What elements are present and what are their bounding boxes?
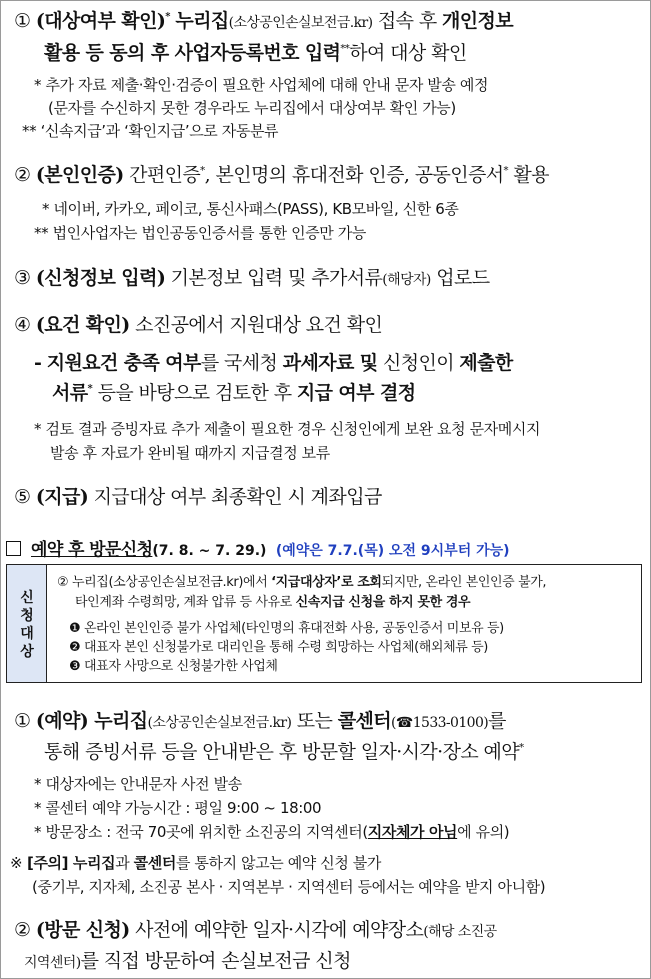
step5-line1 (14, 482, 382, 509)
target-box (6, 564, 642, 683)
warning-label: [주의] (22, 854, 73, 872)
warning-text-c: 과 (115, 854, 134, 872)
step4-detail-line1 (34, 348, 513, 375)
step1-title: (대상여부 확인) (35, 10, 166, 32)
step2-text2-sup: * (503, 165, 508, 177)
step3-number: ③ (14, 267, 31, 289)
target-item (69, 655, 278, 674)
step4-detail8: 지급 여부 결정 (296, 382, 416, 404)
target-item-number: ❷ (69, 640, 81, 655)
target-box-l1a: ② 누리집(소상공인손실보전금.kr)에서 (57, 575, 272, 590)
step4-title: (요건 확인) (35, 314, 130, 336)
step2-text2: , 본인명의 휴대전화 인증, 공동인증서 (204, 164, 504, 186)
step4-detail3: 과세자료 및 (282, 352, 378, 374)
step4-detail4: 신청인이 (377, 352, 460, 374)
rstep2-text2-sub: 지역센터) (24, 955, 81, 971)
target-label-char4: 상 (20, 644, 34, 660)
step2-line1 (14, 160, 549, 187)
rstep2-line1 (14, 915, 497, 942)
rstep2-line2 (24, 946, 351, 973)
warning-callcenter: 콜센터 (133, 854, 176, 872)
rstep1-note2: * 콜센터 예약 가능시간 : 평일 9:00 ~ 18:00 (34, 799, 322, 817)
target-box-l1c: 되지만, 온라인 본인인증 불가, (381, 575, 547, 590)
step5-text1: 지급대상 여부 최종확인 시 계좌입금 (88, 486, 382, 508)
step4-note1b: 발송 후 자료가 완비될 때까지 지급결정 보류 (50, 444, 330, 462)
section-title: 예약 후 방문신청 (31, 540, 153, 560)
warning-line2: (중기부, 지자체, 소진공 본사 · 지역본부 · 지역센터 등에서는 예약을 받지 아니함) (32, 878, 546, 896)
step1-site: 누리집 (175, 10, 229, 32)
rstep2-text2: 를 직접 방문하여 손실보전금 신청 (80, 950, 351, 972)
rstep1-line1 (14, 706, 506, 733)
rstep2-title: (방문 신청) (35, 919, 130, 941)
step5-title: (지급) (35, 486, 89, 508)
target-item-number: ❶ (69, 621, 81, 636)
rstep1-note3b: 지자체가 아님 (367, 823, 458, 841)
target-item-text: 온라인 본인인증 불가 사업체(타인명의 휴대전화 사용, 공동인증서 미보유 등) (84, 621, 504, 636)
step5-number: ⑤ (14, 486, 31, 508)
section-checkbox-icon (6, 541, 21, 556)
rstep1-text3: 를 (488, 710, 506, 732)
rstep1-text4: 통해 증빙서류 등을 안내받은 후 방문할 일자·시각·장소 예약 (44, 741, 520, 763)
rstep1-site: 누리집 (88, 710, 148, 732)
step4-detail6-sup: * (87, 383, 93, 395)
step1-note2: ** ‘신속지급’과 ‘확인지급’으로 자동분류 (22, 122, 279, 140)
step3-text1: 기본정보 입력 및 추가서류 (165, 267, 383, 289)
step2-text1-sup: * (200, 165, 205, 177)
section-note: (예약은 7.7.(목) 오전 9시부터 가능) (275, 543, 510, 559)
step4-note1a: * 검토 결과 증빙자료 추가 제출이 필요한 경우 신청인에게 보완 요청 문자메시지 (34, 420, 541, 438)
step4-detail-line2 (52, 378, 415, 405)
step4-line1 (14, 310, 382, 337)
step4-dash: - (34, 352, 42, 374)
target-label-char2: 청 (20, 608, 34, 624)
step2-text1: 간편인증 (123, 164, 201, 186)
step2-text3: 활용 (507, 164, 549, 186)
rstep2-text1: 사전에 예약한 일자·시각에 예약장소 (129, 919, 424, 941)
rstep1-note3c: 에 유의) (457, 823, 510, 841)
step1-line1 (14, 6, 513, 33)
step2-number: ② (14, 164, 31, 186)
step1-text3-sup: ** (340, 43, 350, 55)
step4-detail2: 를 국세청 (200, 352, 283, 374)
target-label-char3: 대 (20, 626, 34, 642)
rstep1-note3 (34, 821, 509, 842)
target-label-char1: 신 (20, 590, 34, 606)
step3-title: (신청정보 입력) (35, 267, 166, 289)
rstep1-note1: * 대상자에는 안내문자 사전 발송 (34, 775, 242, 793)
rstep1-title: (예약) (35, 710, 89, 732)
step1-text3: 활용 등 동의 후 사업자등록번호 입력 (44, 42, 341, 64)
warning-line1 (10, 852, 381, 873)
target-item-number: ❸ (69, 659, 81, 674)
step4-detail5: 제출한 (459, 352, 513, 374)
rstep1-text1: 또는 (291, 710, 338, 732)
target-item (69, 636, 488, 655)
target-box-l2a: 타인계좌 수령희망, 계좌 압류 등 사유로 (75, 595, 296, 610)
step2-note2: ** 법인사업자는 법인공동인증서를 통한 인증만 가능 (34, 224, 366, 242)
target-box-l1b: ‘지급대상자’로 조회 (271, 575, 382, 590)
step1-note1b: (문자를 수신하지 못한 경우라도 누리집에서 대상여부 확인 가능) (48, 99, 456, 117)
step4-number: ④ (14, 314, 31, 336)
rstep1-note3a: * 방문장소 : 전국 70곳에 위치한 소진공의 지역센터( (34, 823, 368, 841)
step1-note1a: * 추가 자료 제출·확인·검증이 필요한 사업체에 대해 안내 문자 발송 예정 (34, 76, 489, 94)
step1-number: ① (14, 10, 31, 32)
step2-title: (본인인증) (35, 164, 124, 186)
step4-text1: 소진공에서 지원대상 요건 확인 (129, 314, 383, 336)
rstep2-text1-sub: (해당 소진공 (423, 924, 497, 940)
rstep1-number: ① (14, 710, 31, 732)
step1-text1: 접속 후 (372, 10, 443, 32)
warning-site: 누리집 (72, 854, 116, 872)
rstep1-text4-sup: * (519, 742, 524, 754)
step4-detail1: 지원요건 충족 여부 (46, 352, 201, 374)
target-item-text: 대표자 본인 신청불가로 대리인을 통해 수령 희망하는 사업체(해외체류 등) (84, 640, 488, 655)
rstep1-site-url: (소상공인손실보전금.kr) (147, 715, 292, 731)
target-box-line2 (75, 591, 470, 610)
step4-detail7: 등을 바탕으로 검토한 후 (92, 382, 297, 404)
target-box-l2b: 신속지급 신청을 하지 못한 경우 (295, 595, 471, 610)
step1-text4: 하여 대상 확인 (349, 42, 467, 64)
section-header (6, 535, 510, 560)
warning-mark-icon: ※ (10, 854, 23, 872)
rstep2-number: ② (14, 919, 31, 941)
rstep1-line2 (44, 737, 523, 764)
step3-text2: 업로드 (430, 267, 490, 289)
step3-text1-sub: (해당자) (382, 272, 431, 288)
step1-text2: 개인정보 (442, 10, 514, 32)
target-item (69, 617, 504, 636)
rstep1-callcenter: 콜센터 (337, 710, 391, 732)
section-dates: (7. 8. ~ 7. 29.) (152, 543, 267, 559)
target-box-line1 (57, 571, 546, 590)
step1-site-url: (소상공인손실보전금.kr) (228, 15, 373, 31)
step1-title-sup: * (165, 11, 170, 23)
step4-detail6: 서류 (52, 382, 88, 404)
target-box-label (7, 565, 47, 682)
step3-line1 (14, 263, 489, 290)
warning-text-e: 를 통하지 않고는 예약 신청 불가 (175, 854, 381, 872)
rstep1-phone: (☎1533-0100) (391, 715, 489, 731)
target-item-text: 대표자 사망으로 신청불가한 사업체 (84, 659, 278, 674)
step2-note1: * 네이버, 카카오, 페이코, 통신사패스(PASS), KB모바일, 신한 6종 (42, 200, 459, 218)
step1-line2 (44, 38, 467, 65)
